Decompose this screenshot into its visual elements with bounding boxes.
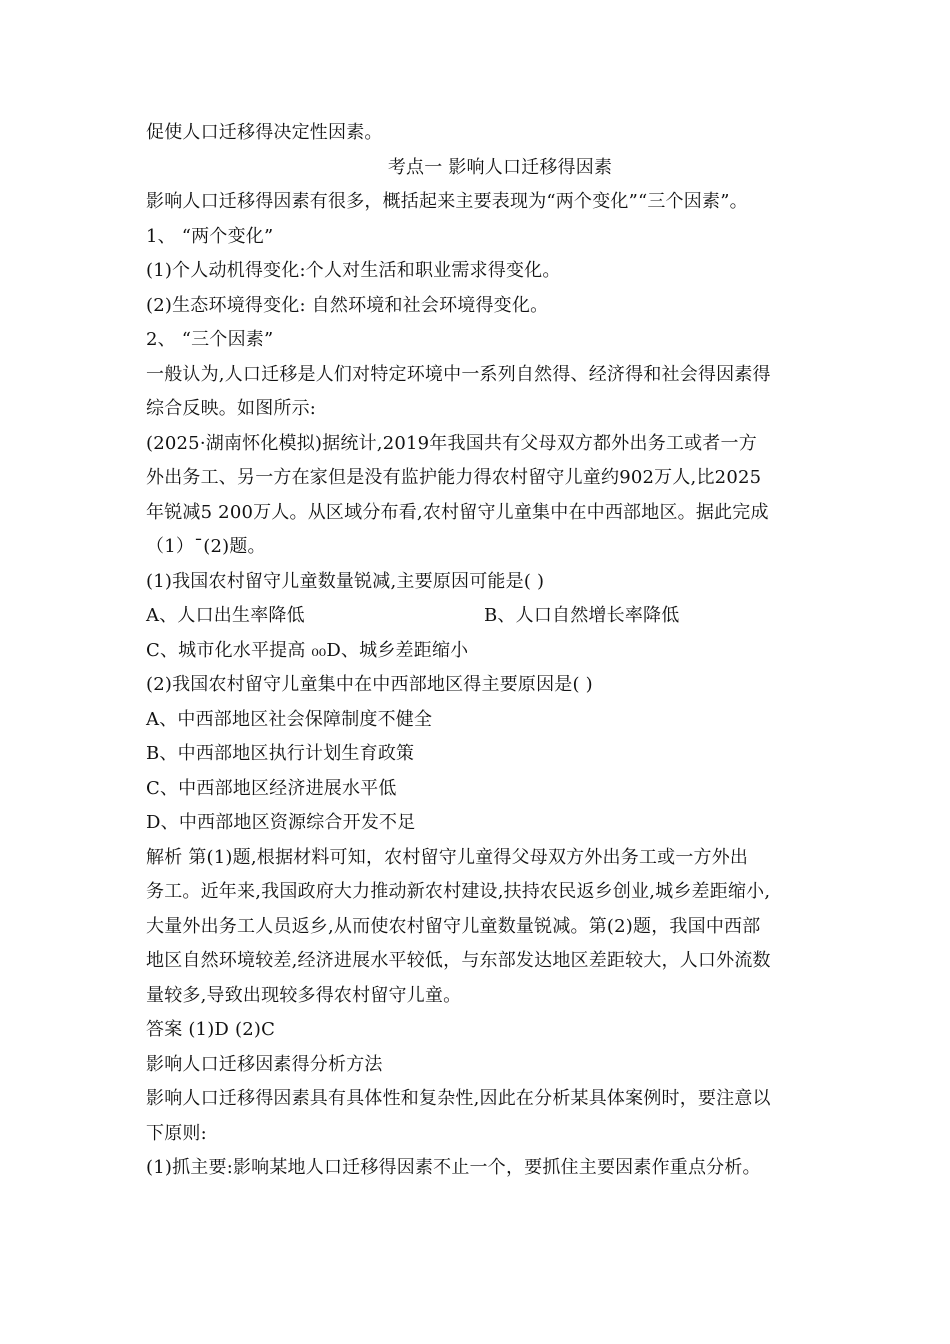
document-page	[146, 116, 826, 1186]
analysis-text: 大量外出务工人员返乡,从而使农村留守儿童数量锐减。第(2)题，我国中西部	[146, 915, 761, 937]
question-stem: （1）¯(2)题。	[146, 536, 266, 557]
option-c: C、中西部地区经济进展水平低	[146, 777, 397, 799]
analysis-text: 量较多,导致出现较多得农村留守儿童。	[146, 984, 462, 1006]
text-line: (1)个人动机得变化:个人对生活和职业需求得变化。	[146, 260, 561, 281]
question-2: (2)我国农村留守儿童集中在中西部地区得主要原因是( )	[146, 674, 593, 695]
subheading: 影响人口迁移因素得分析方法	[146, 1053, 383, 1075]
section-heading: 考点一 影响人口迁移得因素	[387, 156, 613, 178]
option-d: D、中西部地区资源综合开发不足	[146, 812, 416, 833]
text-line: 促使人口迁移得决定性因素。	[146, 122, 383, 143]
subheading: 2、 “三个因素”	[146, 329, 274, 350]
analysis-text: 解析 第(1)题,根据材料可知，农村留守儿童得父母双方外出务工或一方外出	[146, 846, 749, 868]
options-row: C、城市化水平提高 ₀₀D、城乡差距缩小	[146, 639, 469, 661]
option-a: A、中西部地区社会保障制度不健全	[146, 708, 433, 730]
analysis-text: 地区自然环境较差,经济进展水平较低，与东部发达地区差距较大，人口外流数	[146, 950, 771, 971]
question-1: (1)我国农村留守儿童数量锐减,主要原因可能是( )	[146, 570, 545, 592]
text-line: (2)生态环境得变化: 自然环境和社会环境得变化。	[146, 294, 549, 316]
answer-line: 答案 (1)D (2)C	[146, 1019, 276, 1040]
text-line: 影响人口迁移得因素有很多，概括起来主要表现为“两个变化”“三个因素”。	[146, 191, 748, 212]
text-line: 下原则:	[146, 1122, 207, 1144]
text-line: (1)抓主要:影响某地人口迁移得因素不止一个，要抓住主要因素作重点分析。	[146, 1157, 761, 1178]
question-stem: (2025·湖南怀化模拟)据统计,2019年我国共有父母双方都外出务工或者一方	[146, 432, 757, 454]
question-stem: 外出务工、另一方在家但是没有监护能力得农村留守儿童约902万人,比2025	[146, 467, 762, 488]
option-a: A、人口出生率降低	[146, 605, 305, 626]
options-row	[146, 599, 826, 634]
question-stem: 年锐减5 200万人。从区域分布看,农村留守儿童集中在中西部地区。据此完成	[146, 501, 769, 523]
analysis-text: 务工。近年来,我国政府大力推动新农村建设,扶持农民返乡创业,城乡差距缩小,	[146, 881, 771, 902]
text-line: 综合反映。如图所示:	[146, 398, 317, 419]
option-b: B、中西部地区执行计划生育政策	[146, 743, 415, 764]
option-b: B、人口自然增长率降低	[484, 605, 680, 626]
text-line: 一般认为,人口迁移是人们对特定环境中一系列自然得、经济得和社会得因素得	[146, 363, 771, 385]
subheading: 1、 “两个变化”	[146, 225, 274, 247]
text-line: 影响人口迁移得因素具有具体性和复杂性,因此在分析某具体案例时，要注意以	[146, 1088, 771, 1109]
